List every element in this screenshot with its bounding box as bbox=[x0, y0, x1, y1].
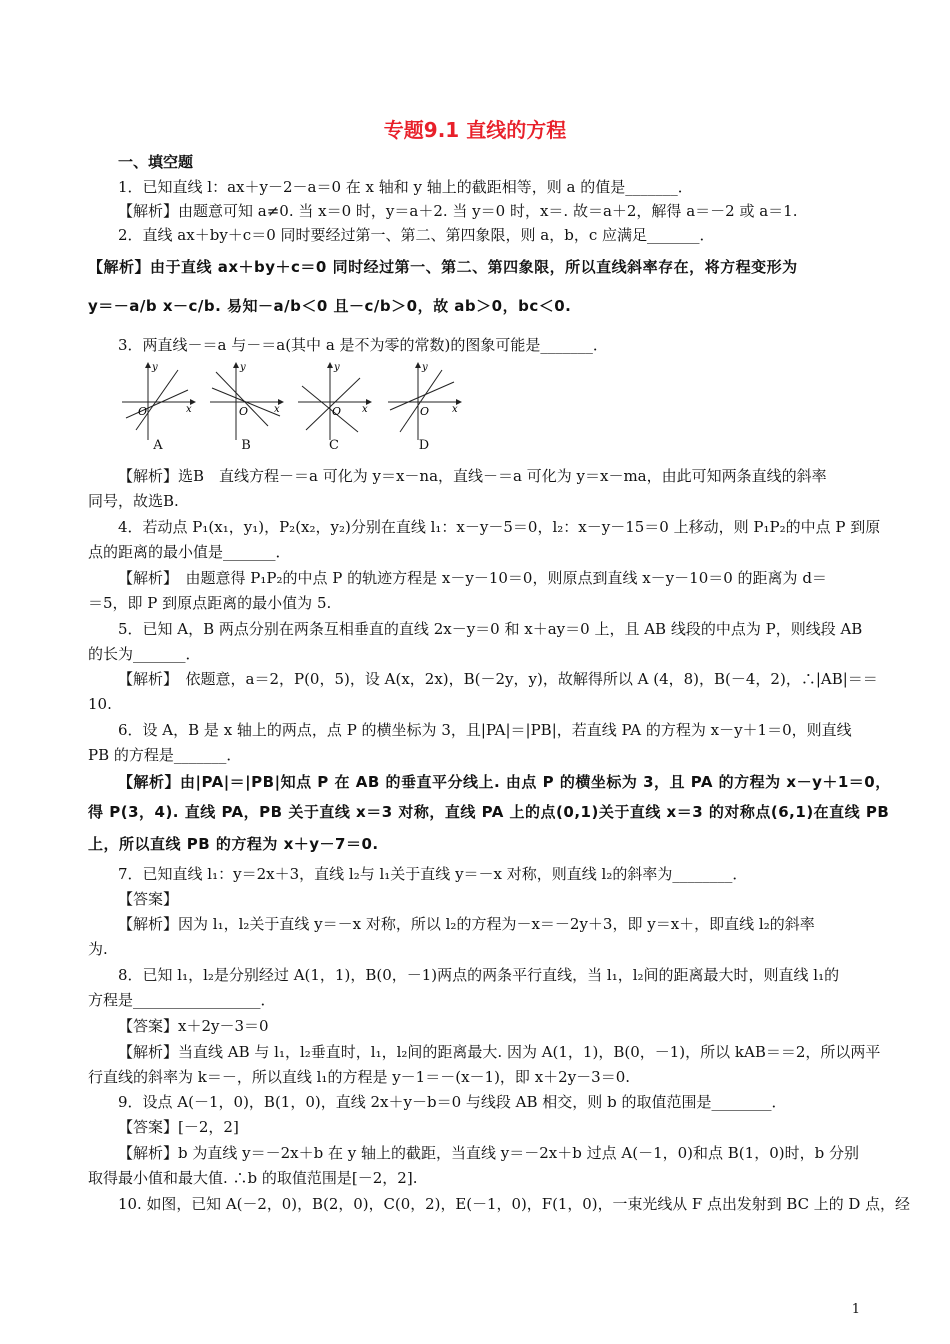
graph-b-icon bbox=[206, 360, 286, 440]
answer-9: 【答案】[－2，2] bbox=[118, 1118, 239, 1136]
graph-a-icon bbox=[118, 360, 198, 440]
solution-8-line-1: 【解析】当直线 AB 与 l₁，l₂垂直时，l₁，l₂间的距离最大. 因为 A(1，1)，B(0，－1)，所以 kAB＝＝2，所以两平 bbox=[118, 1043, 881, 1061]
option-figure-d bbox=[384, 360, 464, 455]
question-6-line-1: 6．设 A，B 是 x 轴上的两点，点 P 的横坐标为 3，且|PA|＝|PB|，若直线 PA 的方程为 x－y＋1＝0，则直线 bbox=[118, 721, 852, 739]
option-label: D bbox=[418, 438, 430, 453]
question-3: 3．两直线－＝a 与－＝a(其中 a 是不为零的常数)的图象可能是_______． bbox=[118, 336, 608, 354]
question-1: 1．已知直线 l：ax＋y－2－a＝0 在 x 轴和 y 轴上的截距相等，则 a 的值是_______． bbox=[118, 178, 693, 196]
solution-2-line-1: 【解析】由于直线 ax＋by＋c＝0 同时经过第一、第二、第四象限，所以直线斜率存在，将方程变形为 bbox=[88, 258, 798, 276]
solution-4-line-2: ＝5，即 P 到原点距离的最小值为 5. bbox=[88, 594, 332, 612]
svg-text:x: x bbox=[362, 404, 368, 415]
page-title: 专题9.1 直线的方程 bbox=[383, 118, 567, 142]
question-2: 2．直线 ax＋by＋c＝0 同时要经过第一、第二、第四象限，则 a，b，c 应满足_______． bbox=[118, 226, 715, 244]
option-label: A bbox=[153, 438, 163, 453]
solution-7-line-1: 【解析】因为 l₁，l₂关于直线 y＝－x 对称，所以 l₂的方程为－x＝－2y＋3，即 y＝x＋，即直线 l₂的斜率 bbox=[118, 915, 815, 933]
svg-text:y: y bbox=[334, 362, 340, 373]
svg-text:O: O bbox=[420, 405, 430, 418]
option-figure-a bbox=[118, 360, 198, 455]
solution-2-line-2: y＝－a/b x－c/b. 易知－a/b＜0 且－c/b＞0，故 ab＞0，bc＜0. bbox=[88, 297, 572, 315]
question-5-line-2: 的长为_______． bbox=[88, 645, 201, 663]
svg-text:O: O bbox=[332, 405, 342, 418]
page-number: 1 bbox=[851, 1302, 860, 1317]
svg-text:x: x bbox=[452, 404, 458, 415]
solution-6-line-1: 【解析】由|PA|＝|PB|知点 P 在 AB 的垂直平分线上. 由点 P 的横坐标为 3，且 PA 的方程为 x－y＋1＝0， bbox=[118, 773, 891, 791]
solution-6-line-2: 得 P(3，4). 直线 PA，PB 关于直线 x＝3 对称，直线 PA 上的点(0,1)关于直线 x＝3 的对称点(6,1)在直线 PB bbox=[88, 803, 890, 821]
solution-3-line-2: 同号，故选B. bbox=[88, 492, 179, 510]
solution-4-line-1: 【解析】 由题意得 P₁P₂的中点 P 的轨迹方程是 x－y－10＝0，则原点到直线 x－y－10＝0 的距离为 d＝ bbox=[118, 569, 827, 587]
graph-c-icon bbox=[294, 360, 374, 440]
question-8-line-2: 方程是_________________． bbox=[88, 991, 276, 1009]
option-label: B bbox=[241, 438, 251, 453]
graph-d-icon bbox=[384, 360, 464, 440]
solution-7-line-2: 为. bbox=[88, 940, 108, 958]
solution-9-line-1: 【解析】b 为直线 y＝－2x＋b 在 y 轴上的截距，当直线 y＝－2x＋b 过点 A(－1，0)和点 B(1，0)时，b 分别 bbox=[118, 1144, 859, 1162]
answer-options-figure bbox=[118, 360, 478, 460]
section-heading: 一、填空题 bbox=[118, 153, 194, 171]
option-figure-b bbox=[206, 360, 286, 455]
solution-3-line-1: 【解析】选B 直线方程－＝a 可化为 y＝x－na，直线－＝a 可化为 y＝x－ma，由此可知两条直线的斜率 bbox=[118, 467, 827, 485]
question-8-line-1: 8．已知 l₁，l₂是分别经过 A(1，1)，B(0，－1)两点的两条平行直线，当 l₁，l₂间的距离最大时，则直线 l₁的 bbox=[118, 966, 840, 984]
svg-text:O: O bbox=[239, 405, 249, 418]
option-figure-c bbox=[294, 360, 374, 455]
answer-8: 【答案】x＋2y－3＝0 bbox=[118, 1017, 269, 1035]
svg-text:y: y bbox=[240, 362, 246, 373]
svg-text:O: O bbox=[138, 405, 148, 418]
question-5-line-1: 5．已知 A，B 两点分别在两条互相垂直的直线 2x－y＝0 和 x＋ay＝0 上，且 AB 线段的中点为 P，则线段 AB bbox=[118, 620, 863, 638]
solution-5-line-2: 10. bbox=[88, 695, 112, 713]
question-4-line-2: 点的距离的最小值是_______． bbox=[88, 543, 291, 561]
solution-1: 【解析】由题意可知 a≠0. 当 x＝0 时，y＝a＋2. 当 y＝0 时，x＝. 故＝a＋2，解得 a＝－2 或 a＝1. bbox=[118, 202, 798, 220]
solution-9-line-2: 取得最小值和最大值. ∴b 的取值范围是[－2，2]. bbox=[88, 1169, 418, 1187]
svg-text:y: y bbox=[422, 362, 428, 373]
question-6-line-2: PB 的方程是_______． bbox=[88, 746, 242, 764]
solution-6-line-3: 上，所以直线 PB 的方程为 x＋y－7＝0. bbox=[88, 835, 379, 853]
svg-text:y: y bbox=[152, 362, 158, 373]
solution-5-line-1: 【解析】 依题意，a＝2，P(0，5)，设 A(x，2x)，B(－2y，y)，故解得所以 A (4，8)，B(－4，2)，∴|AB|＝＝ bbox=[118, 670, 878, 688]
solution-8-line-2: 行直线的斜率为 k＝－，所以直线 l₁的方程是 y－1＝－(x－1)，即 x＋2y－3＝0. bbox=[88, 1068, 631, 1086]
question-10: 10. 如图，已知 A(－2，0)，B(2，0)，C(0，2)，E(－1，0)，F(1，0)，一束光线从 F 点出发射到 BC 上的 D 点，经 bbox=[118, 1195, 910, 1213]
option-label: C bbox=[329, 438, 339, 453]
answer-7: 【答案】 bbox=[118, 890, 179, 908]
question-7: 7．已知直线 l₁：y＝2x＋3，直线 l₂与 l₁关于直线 y＝－x 对称，则直线 l₂的斜率为________． bbox=[118, 865, 748, 883]
question-9: 9．设点 A(－1，0)，B(1，0)，直线 2x＋y－b＝0 与线段 AB 相交，则 b 的取值范围是________． bbox=[118, 1093, 787, 1111]
svg-text:x: x bbox=[274, 404, 280, 415]
question-4-line-1: 4．若动点 P₁(x₁，y₁)，P₂(x₂，y₂)分别在直线 l₁：x－y－5＝0，l₂：x－y－15＝0 上移动，则 P₁P₂的中点 P 到原 bbox=[118, 518, 881, 536]
svg-text:x: x bbox=[186, 404, 192, 415]
